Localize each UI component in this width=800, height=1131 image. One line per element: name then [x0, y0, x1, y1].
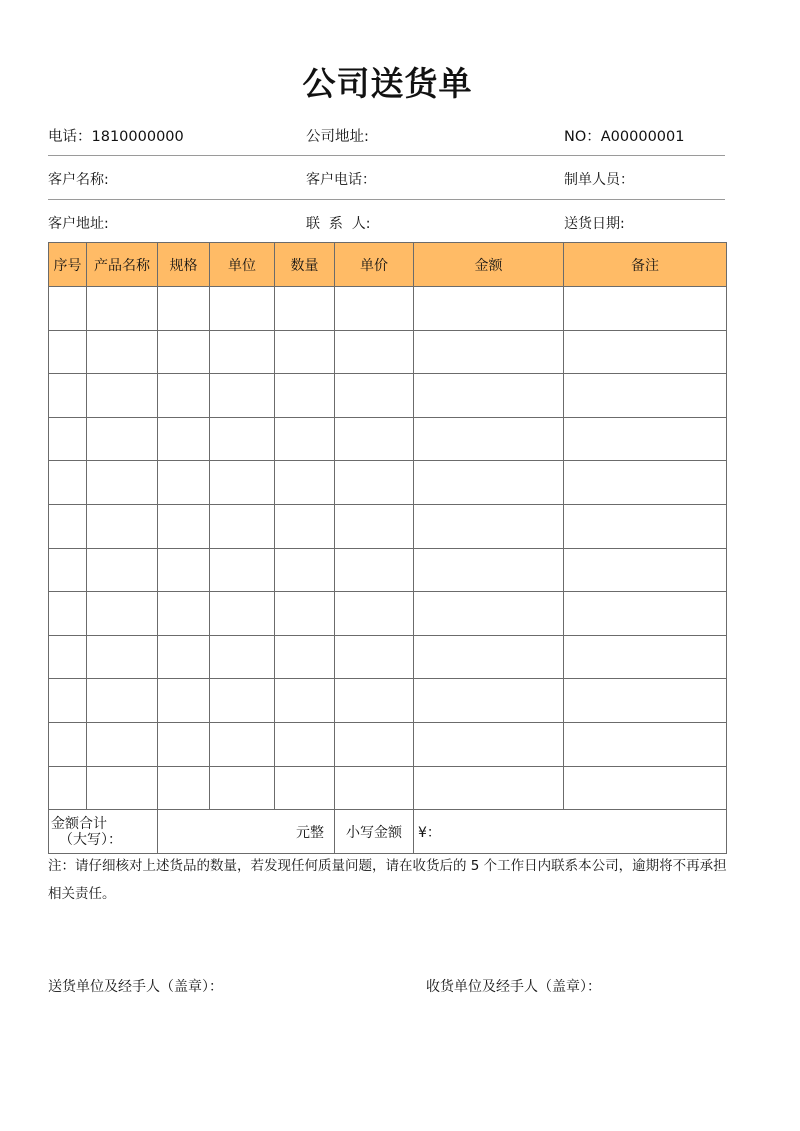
company-address-field: 公司地址:	[306, 129, 369, 145]
table-cell[interactable]	[210, 722, 275, 766]
table-cell[interactable]	[158, 548, 210, 592]
table-cell[interactable]	[275, 330, 335, 374]
document-number: NO：A00000001	[564, 129, 685, 145]
table-cell[interactable]	[414, 504, 564, 548]
table-cell[interactable]	[564, 722, 727, 766]
table-cell[interactable]	[210, 592, 275, 636]
table-cell[interactable]	[87, 287, 158, 331]
header-unit: 单位	[210, 243, 275, 287]
table-cell[interactable]	[49, 504, 87, 548]
table-cell[interactable]	[87, 766, 158, 810]
table-row	[49, 766, 727, 810]
table-cell[interactable]	[564, 374, 727, 418]
table-cell[interactable]	[414, 417, 564, 461]
table-cell[interactable]	[335, 548, 414, 592]
table-cell[interactable]	[564, 417, 727, 461]
customer-phone-field: 客户电话：	[306, 172, 376, 188]
table-cell[interactable]	[87, 679, 158, 723]
yuan-label: 元整	[296, 824, 324, 841]
table-row	[49, 679, 727, 723]
total-label-line2: （大写）：	[59, 831, 122, 848]
table-cell[interactable]	[275, 461, 335, 505]
table-row	[49, 722, 727, 766]
table-cell[interactable]	[158, 417, 210, 461]
table-cell[interactable]	[210, 766, 275, 810]
table-cell[interactable]	[335, 766, 414, 810]
table-cell[interactable]	[275, 504, 335, 548]
table-cell[interactable]	[414, 461, 564, 505]
table-row	[49, 287, 727, 331]
table-cell[interactable]	[275, 635, 335, 679]
table-row	[49, 461, 727, 505]
table-cell[interactable]	[335, 330, 414, 374]
table-cell[interactable]	[335, 417, 414, 461]
info-row-2	[48, 156, 725, 200]
table-cell[interactable]	[87, 592, 158, 636]
table-cell[interactable]	[210, 330, 275, 374]
total-uppercase-cell[interactable]	[158, 810, 335, 854]
table-cell[interactable]	[158, 287, 210, 331]
contact-field: 联 系 人:	[306, 216, 371, 232]
table-cell[interactable]	[275, 722, 335, 766]
table-cell[interactable]	[158, 504, 210, 548]
customer-name-field: 客户名称:	[48, 172, 109, 188]
header-quantity: 数量	[275, 243, 335, 287]
info-row-1	[48, 112, 725, 156]
lowercase-amount-cell[interactable]	[414, 810, 727, 854]
note-text: 注：请仔细核对上述货品的数量，若发现任何质量问题，请在收货后的 5 个工作日内联系本公司，逾期将不再承担相关责任。	[48, 858, 727, 902]
table-cell[interactable]	[49, 592, 87, 636]
table-cell[interactable]	[210, 548, 275, 592]
table-cell[interactable]	[87, 635, 158, 679]
table-cell[interactable]	[275, 548, 335, 592]
table-cell[interactable]	[414, 592, 564, 636]
table-cell[interactable]	[564, 287, 727, 331]
document-title: 公司送货单	[302, 64, 473, 103]
table-cell[interactable]	[414, 287, 564, 331]
header-unit-price: 单价	[335, 243, 414, 287]
table-cell[interactable]	[87, 374, 158, 418]
table-cell[interactable]	[335, 374, 414, 418]
table-cell[interactable]	[49, 635, 87, 679]
table-cell[interactable]	[335, 504, 414, 548]
delivery-table	[48, 242, 727, 854]
table-cell[interactable]	[275, 287, 335, 331]
total-row	[49, 810, 727, 854]
table-cell[interactable]	[414, 766, 564, 810]
table-cell[interactable]	[335, 592, 414, 636]
table-cell[interactable]	[87, 504, 158, 548]
table-cell[interactable]	[210, 679, 275, 723]
header-remark: 备注	[564, 243, 727, 287]
table-cell[interactable]	[87, 722, 158, 766]
table-cell[interactable]	[49, 330, 87, 374]
table-cell[interactable]	[210, 635, 275, 679]
table-cell[interactable]	[49, 461, 87, 505]
table-cell[interactable]	[414, 635, 564, 679]
table-cell[interactable]	[210, 504, 275, 548]
table-row	[49, 330, 727, 374]
header-spec: 规格	[158, 243, 210, 287]
table-cell[interactable]	[564, 766, 727, 810]
table-cell[interactable]	[335, 635, 414, 679]
table-header-row	[49, 243, 727, 287]
maker-field: 制单人员：	[564, 172, 634, 188]
table-cell[interactable]	[564, 592, 727, 636]
table-cell[interactable]	[210, 417, 275, 461]
table-cell[interactable]	[335, 679, 414, 723]
delivery-date-field: 送货日期:	[564, 216, 625, 232]
total-label-line1: 金额合计	[51, 815, 107, 832]
table-cell[interactable]	[158, 461, 210, 505]
table-cell[interactable]	[414, 330, 564, 374]
table-body	[49, 287, 727, 854]
table-row	[49, 374, 727, 418]
table-cell[interactable]	[210, 374, 275, 418]
table-cell[interactable]	[564, 330, 727, 374]
table-cell[interactable]	[414, 374, 564, 418]
table-cell[interactable]	[275, 766, 335, 810]
table-cell[interactable]	[275, 592, 335, 636]
table-cell[interactable]	[564, 461, 727, 505]
table-cell[interactable]	[87, 330, 158, 374]
table-row	[49, 548, 727, 592]
table-cell[interactable]	[49, 548, 87, 592]
table-cell[interactable]	[87, 461, 158, 505]
table-cell[interactable]	[87, 417, 158, 461]
table-cell[interactable]	[158, 635, 210, 679]
yen-label: ¥：	[418, 824, 441, 841]
table-cell[interactable]	[49, 417, 87, 461]
table-cell[interactable]	[87, 548, 158, 592]
table-cell[interactable]	[49, 722, 87, 766]
table-cell[interactable]	[335, 722, 414, 766]
table-cell[interactable]	[564, 635, 727, 679]
customer-address-field: 客户地址:	[48, 216, 109, 232]
table-cell[interactable]	[275, 417, 335, 461]
table-row	[49, 417, 727, 461]
table-cell[interactable]	[275, 679, 335, 723]
table-cell[interactable]	[158, 679, 210, 723]
table-cell[interactable]	[158, 330, 210, 374]
table-cell[interactable]	[49, 766, 87, 810]
total-label-cell	[49, 810, 158, 854]
table-cell[interactable]	[158, 592, 210, 636]
info-row-3	[48, 200, 725, 243]
table-cell[interactable]	[335, 287, 414, 331]
table-cell[interactable]	[564, 504, 727, 548]
table-row	[49, 592, 727, 636]
lowercase-amount-label: 小写金额	[335, 810, 414, 854]
header-product-name: 产品名称	[87, 243, 158, 287]
table-row	[49, 635, 727, 679]
header-index: 序号	[49, 243, 87, 287]
table-cell[interactable]	[49, 374, 87, 418]
table-cell[interactable]	[275, 374, 335, 418]
table-cell[interactable]	[210, 287, 275, 331]
phone-field: 电话：1810000000	[48, 129, 184, 145]
table-cell[interactable]	[414, 548, 564, 592]
table-cell[interactable]	[49, 679, 87, 723]
receiver-signature: 收货单位及经手人（盖章）：	[426, 979, 601, 995]
table-cell[interactable]	[414, 679, 564, 723]
header-amount: 金额	[414, 243, 564, 287]
table-cell[interactable]	[335, 461, 414, 505]
sender-signature: 送货单位及经手人（盖章）：	[48, 979, 223, 995]
table-row	[49, 504, 727, 548]
table-cell[interactable]	[158, 766, 210, 810]
table-cell[interactable]	[564, 548, 727, 592]
table-cell[interactable]	[564, 679, 727, 723]
table-cell[interactable]	[158, 722, 210, 766]
table-cell[interactable]	[49, 287, 87, 331]
table-cell[interactable]	[210, 461, 275, 505]
table-cell[interactable]	[414, 722, 564, 766]
table-cell[interactable]	[158, 374, 210, 418]
